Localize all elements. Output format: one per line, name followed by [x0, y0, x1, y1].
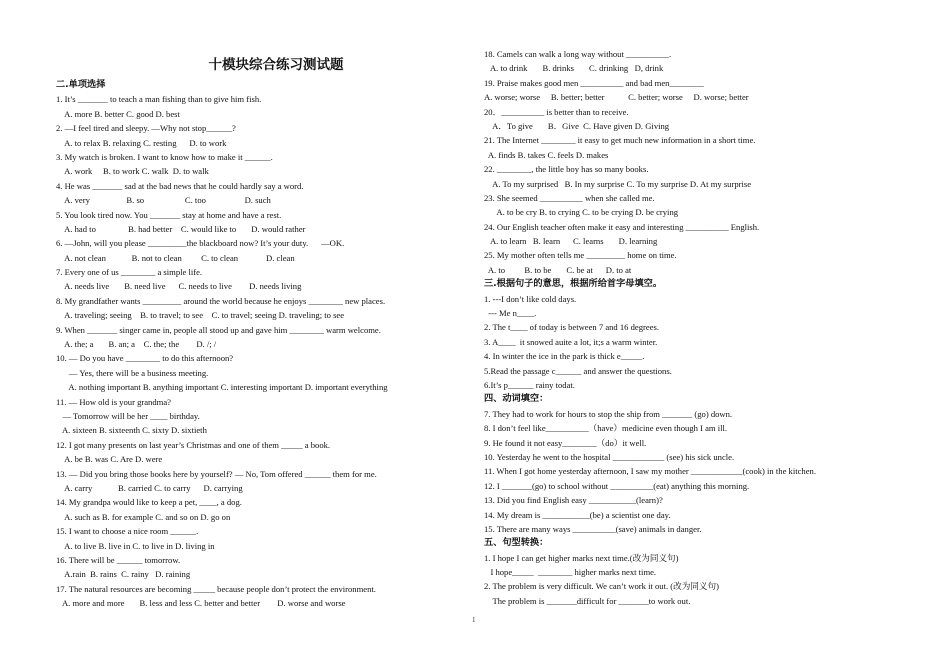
question-line: 20．__________ is better than to receive. [484, 106, 629, 117]
question-line: 1. ---I don’t like cold days. [484, 293, 577, 304]
question-line: 3. A____ it snowed auite a lot, it;s a warm winter. [484, 336, 658, 347]
options-line: A. worse; worse B. better; better C. better; worse D. worse; better [484, 92, 749, 103]
options-line: A．To give B．Give C. Have given D. Giving [484, 120, 670, 131]
options-line: --- Me n____. [484, 308, 537, 319]
question-line: 15. I want to choose a nice room ______. [56, 526, 199, 537]
options-line: A. not clean B. not to clean C. to clean D. clean [56, 252, 295, 263]
options-line: A. needs live B. need live C. needs to live D. needs living [56, 281, 302, 292]
right-column [484, 47, 924, 608]
options-line: The problem is _______difficult for _______to work out. [484, 595, 691, 606]
options-line: A. To my surprised B. In my surprise C. To my surprise D. At my surprise [484, 178, 752, 189]
options-line: A. to relax B. relaxing C. resting D. to work [56, 137, 227, 148]
question-line: 2. —I feel tired and sleepy. —Why not stop______? [56, 123, 236, 134]
question-line: 8. My grandfather wants _________ around the world because he enjoys ________ new places. [56, 295, 386, 306]
question-line: 24. Our English teacher often make it easy and interesting __________ English. [484, 221, 760, 232]
question-line: 14. My dream is ___________(be) a scientist one day. [484, 509, 671, 520]
question-line: 9. He found it not easy________（do）it well. [484, 437, 647, 448]
options-line: A. more and more B. less and less C. better and better D. worse and worse [56, 598, 346, 609]
options-line: A. such as B. for example C. and so on D. go on [56, 511, 231, 522]
options-line: — Yes, there will be a business meeting. [56, 367, 209, 378]
options-line: A. carry B. carried C. to carry D. carrying [56, 482, 243, 493]
left-column [56, 78, 456, 610]
page-title: 十模块综合练习测试题 [208, 57, 344, 73]
question-line: 4. In winter the ice in the park is thick e_____. [484, 351, 645, 362]
options-line: A. nothing important B. anything important C. interesting important D. important everything [56, 382, 388, 393]
question-line: 1. I hope I can get higher marks next time.(改为同义句) [484, 552, 679, 563]
options-line: A. more B. better C. good D. best [56, 108, 180, 119]
question-line: 2. The t____ of today is between 7 and 16 degrees. [484, 322, 660, 333]
question-line: 23. She seemed __________ when she called me. [484, 192, 655, 203]
question-line: 2. The problem is very difficult. We can’t work it out. (改为同义句) [484, 581, 719, 592]
options-line: A. to learn B. learn C. learns D. learning [484, 236, 658, 247]
section-heading: 三.根据句子的意思，根据所给首字母填空。 [484, 278, 663, 290]
question-line: 12. I got many presents on last year’s Christmas and one of them _____ a book. [56, 439, 331, 450]
options-line: I hope_____ ________ higher marks next time. [484, 567, 657, 578]
options-line: A. finds B. takes C. feels D. makes [484, 149, 609, 160]
options-line: A. sixteen B. sixteenth C. sixty D. sixtieth [56, 425, 207, 436]
section-heading: 四、动词填空： [484, 393, 549, 405]
question-line: 13. Did you find English easy ___________(learn)? [484, 495, 663, 506]
question-line: 11. When I got home yesterday afternoon, I saw my mother ____________(cook) in the kitchen. [484, 466, 816, 477]
page-number: 1 [472, 616, 476, 624]
question-line: 8. I don’t feel like__________（have）medicine even though I am ill. [484, 423, 728, 434]
question-line: 21. The Internet ________ it easy to get much new information in a short time. [484, 135, 756, 146]
question-line: 14. My grandpa would like to keep a pet, ____, a dog. [56, 497, 242, 508]
question-line: 10. — Do you have ________ to do this afternoon? [56, 353, 234, 364]
question-line: 1. It’s _______ to teach a man fishing than to give him fish. [56, 94, 262, 105]
question-line: 12. I _______(go) to school without __________(eat) anything this morning. [484, 480, 750, 491]
section-heading: 五、句型转换： [484, 537, 549, 549]
options-line: A. to live B. live in C. to live in D. living in [56, 540, 215, 551]
question-line: 6. —John, will you please _________the blackboard now? It’s your duty. —OK. [56, 238, 345, 249]
question-line: 4. He was _______ sad at the bad news that he could hardly say a word. [56, 180, 304, 191]
options-line: A. to be cry B. to crying C. to be crying D. be crying [484, 207, 679, 218]
question-line: 5.Read the passage c______ and answer the questions. [484, 365, 672, 376]
options-line: A. to drink B. drinks C. drinking D, drink [484, 63, 664, 74]
question-line: 13. — Did you bring those books here by yourself? — No, Tom offered ______ them for me. [56, 468, 377, 479]
options-line: A. very B. so C. too D. such [56, 195, 271, 206]
question-line: 11. — How old is your grandma? [56, 396, 171, 407]
options-line: A. work B. to work C. walk D. to walk [56, 166, 209, 177]
options-line: — Tomorrow will be her ____ birthday. [56, 410, 200, 421]
question-line: 16. There will be ______ tomorrow. [56, 554, 181, 565]
question-line: 15. There are many ways __________(save) animals in danger. [484, 523, 702, 534]
options-line: A.rain B. rains C. rainy D. raining [56, 569, 191, 580]
question-line: 6.It’s p______ rainy todat. [484, 379, 575, 390]
question-line: 3. My watch is broken. I want to know how to make it ______. [56, 151, 273, 162]
options-line: A. to B. to be C. be at D. to at [484, 264, 632, 275]
question-line: 25. My mother often tells me _________ home on time. [484, 250, 677, 261]
options-line: A. traveling; seeing B. to travel; to see C. to travel; seeing D. traveling; to see [56, 310, 345, 321]
question-line: 10. Yesterday he went to the hospital ____________ (see) his sick uncle. [484, 451, 735, 462]
section-heading: 二.单项选择 [56, 79, 106, 90]
question-line: 17. The natural resources are becoming _____ because people don’t protect the environment. [56, 583, 376, 594]
question-line: 7. They had to work for hours to stop the ship from _______ (go) down. [484, 408, 733, 419]
options-line: A. had to B. had better C. would like to D. would rather [56, 223, 306, 234]
question-line: 5. You look tired now. You _______ stay at home and have a rest. [56, 209, 282, 220]
options-line: A. be B. was C. Are D. were [56, 454, 163, 465]
options-line: A. the; a B. an; a C. the; the D. /; / [56, 339, 217, 350]
question-line: 7. Every one of us ________ a simple life. [56, 267, 203, 278]
question-line: 19. Praise makes good men __________ and bad men________ [484, 77, 704, 88]
question-line: 18. Camels can walk a long way without __________. [484, 49, 672, 59]
question-line: 9. When _______ singer came in, people all stood up and gave him ________ warm welcome. [56, 324, 381, 335]
question-line: 22. ________, the little boy has so many books. [484, 164, 649, 175]
